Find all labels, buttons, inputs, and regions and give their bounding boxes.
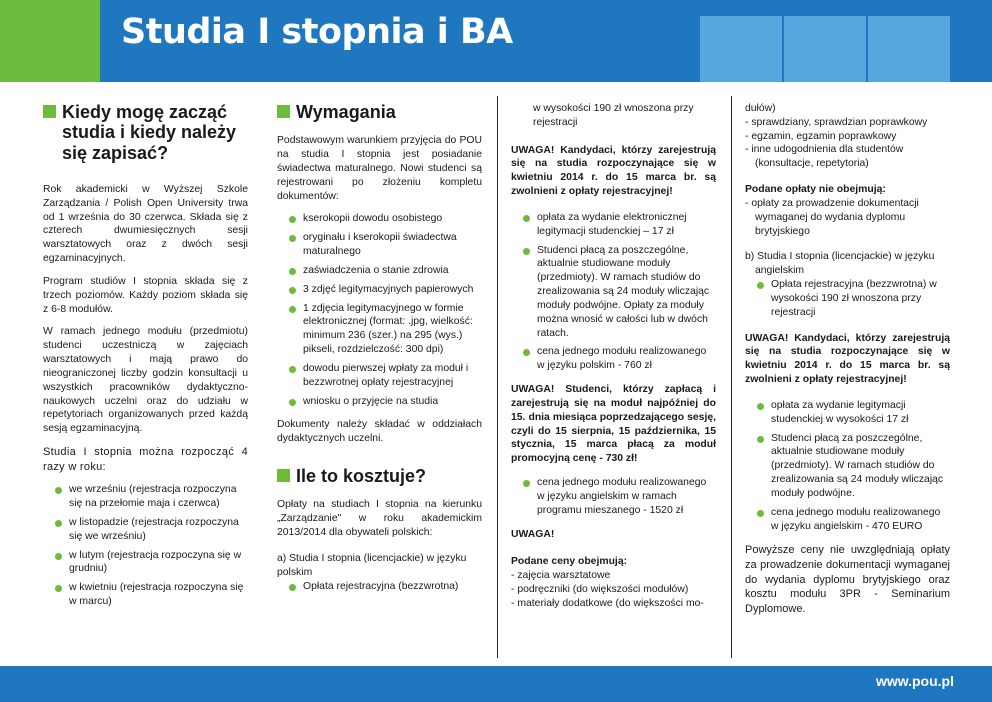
list-item: wniosku o przyjęcie na studia [277, 395, 482, 409]
bullet-icon [523, 215, 530, 222]
bullet-icon [757, 282, 764, 289]
paragraph: b) Studia I stopnia (licencjackie) w języku angielskim [745, 251, 935, 277]
paragraph: Rok akademicki w Wyższej Szkole Zarządzania / Polish Open University trwa od 1 września do 30 czerwca. Składa się z czterech dwumiesięcznych sesji warsztatowych oraz z dwóch sesji egzaminacyjnych. [43, 183, 248, 265]
list-item: cena jednego modułu realizowanego w języku polskim - 760 zł [511, 345, 716, 373]
green-square-icon [277, 469, 290, 482]
bullet-icon [55, 520, 62, 527]
list-item: Opłata rejestracyjna (bezzwrotna) [277, 580, 482, 594]
column-costs-polish [511, 102, 716, 611]
list-item: 1 zdjęcia legitymacyjnego w formie elektronicznej (format: .jpg, wielkość: minimum 236 (szer.) na 295 (wys.) pikseli, rozdzielczość: 300 dpi) [277, 302, 482, 357]
includes-item: - podręczniki (do większości modułów) [511, 584, 689, 596]
fees-list [511, 211, 716, 373]
bullet-icon [523, 248, 530, 255]
column-divider [497, 96, 498, 658]
warning-text: UWAGA! [511, 528, 555, 540]
bullet-icon [289, 216, 296, 223]
includes-item: - zajęcia warsztatowe [511, 570, 611, 582]
bullet-icon [289, 268, 296, 275]
excludes-item: - opłaty za prowadzenie dokumentacji wymaganej do wydania dyplomu brytyjskiego [745, 197, 919, 237]
website-link[interactable]: www.pou.pl [875, 673, 954, 689]
page-title: Studia I stopnia i BA [121, 12, 513, 52]
bullet-icon [523, 349, 530, 356]
includes-item: - egzamin, egzamin poprawkowy [745, 130, 897, 142]
bullet-icon [289, 306, 296, 313]
bullet-icon [289, 584, 296, 591]
documents-list [277, 212, 482, 408]
start-dates-list [43, 483, 248, 609]
list-item: cena jednego modułu realizowanego w języku angielskim w ramach programu mieszanego - 1520 zł [511, 476, 716, 517]
paragraph: Powyższe ceny nie uwzględniają opłaty za prowadzenie dokumentacji wymaganej do wydania dyplomu brytyjskiego oraz kosztu modułu 3PR - Seminarium Dyplomowe. [745, 544, 950, 615]
bullet-icon [523, 480, 530, 487]
list-item: kserokopii dowodu osobistego [277, 212, 482, 226]
includes-item: dułów) [745, 103, 776, 114]
includes-item: - materiały dodatkowe (do większości mo- [511, 597, 704, 609]
list-item: opłata za wydanie elektronicznej legitymacji studenckiej – 17 zł [511, 211, 716, 239]
header-decor-square [700, 16, 782, 82]
list-item: Opłata rejestracyjna (bezzwrotna) w wysokości 190 zł wnoszona przy rejestracji [745, 278, 950, 319]
bullet-icon [55, 487, 62, 494]
column-requirements [277, 102, 482, 603]
fees-list [745, 399, 950, 533]
fees-list [511, 476, 716, 517]
fee-list [745, 278, 950, 319]
warning-text: UWAGA! Kandydaci, którzy zarejestrują się na studia rozpoczynające się w kwietniu 2014 r. do 15 marca br. są zwolnieni z opłaty rejestracyjnej! [511, 144, 716, 198]
includes-item: - inne udogodnienia dla studentów (konsultacje, repetytoria) [745, 144, 904, 170]
includes-item: - sprawdziany, sprawdzian poprawkowy [745, 116, 928, 128]
section-heading-requirements: Wymagania [277, 102, 482, 122]
paragraph: W ramach jednego modułu (przedmiotu) studenci uczestniczą w zajęciach warsztatowych i mają prawo do nieograniczonej liczby godzin konsultacji u wszystkich pracowników dydaktyczno-naukowych uczelni oraz do udziału w repetytoriach organizowanych przed każdą sesją egzaminacyjną. [43, 326, 248, 435]
bullet-icon [289, 235, 296, 242]
column-costs-english [745, 102, 950, 625]
list-item: cena jednego modułu realizowanego w języku angielskim - 470 EURO [745, 506, 950, 534]
list-item: zaświadczenia o stanie zdrowia [277, 264, 482, 278]
footer-bar [0, 666, 992, 702]
bullet-icon [757, 436, 764, 443]
paragraph: Podstawowym warunkiem przyjęcia do POU na studia I stopnia jest posiadanie świadectwa maturalnego. Nowi studenci są rejestrowani po złożeniu kompletu dokumentów: [277, 135, 482, 202]
bullet-icon [55, 585, 62, 592]
column-divider [731, 96, 732, 658]
list-item: opłata za wydanie legitymacji studenckiej w wysokości 17 zł [745, 399, 950, 427]
green-square-icon [43, 105, 56, 118]
column-when [43, 102, 248, 619]
warning-text: UWAGA! Kandydaci, którzy zarejestrują się na studia rozpoczynające się w kwietniu 2014 r. do 15 marca br. są zwolnieni z opłaty rejestracyjnej! [745, 332, 950, 386]
bullet-icon [289, 287, 296, 294]
paragraph: Opłaty na studiach I stopnia na kierunku „Zarządzanie" w roku akademickim 2013/2014 dla obywateli polskich: [277, 499, 482, 539]
bullet-icon [289, 399, 296, 406]
paragraph: a) Studia I stopnia (licencjackie) w języku polskim [277, 552, 467, 578]
header-accent [0, 0, 100, 82]
warning-text: UWAGA! Studenci, którzy zapłacą i zarejestrują się na moduł najpóźniej do 15. dnia miesiąca poprzedzającego sesję, czyli do 15 sierpnia, 15 października, 15 stycznia, 15 marca płacą za moduł promocyjną cenę - 730 zł! [511, 384, 716, 465]
list-item: dowodu pierwszej wpłaty za moduł i bezzwrotnej opłaty rejestracyjnej [277, 362, 482, 390]
bullet-icon [289, 366, 296, 373]
bullet-icon [55, 553, 62, 560]
bullet-icon [757, 403, 764, 410]
list-item: w lutym (rejestracja rozpoczyna się w grudniu) [43, 549, 248, 577]
paragraph: Program studiów I stopnia składa się z trzech poziomów. Każdy poziom składa się z 6-8 modułów. [43, 275, 248, 315]
fee-list [277, 580, 482, 594]
list-item: oryginału i kserokopii świadectwa maturalnego [277, 231, 482, 259]
list-item: Studenci płacą za poszczególne, aktualnie studiowane moduły (przedmioty). W ramach studiów do zrealizowania są 24 moduły wliczając moduły podwójne. Opłaty za moduły można wnosić w całości lub w dwóch ratach. [511, 244, 716, 341]
list-item: 3 zdjęć legitymacyjnych papierowych [277, 283, 482, 297]
header-decor-square [784, 16, 866, 82]
excludes-heading: Podane opłaty nie obejmują: [745, 184, 886, 196]
bullet-icon [757, 510, 764, 517]
header-decor-square [868, 16, 950, 82]
paragraph: w wysokości 190 zł wnoszona przy rejestracji [533, 103, 694, 128]
list-item: w listopadzie (rejestracja rozpoczyna się we wrześniu) [43, 516, 248, 544]
includes-heading: Podane ceny obejmują: [511, 556, 628, 568]
list-item: we wrześniu (rejestracja rozpoczyna się na przełomie maja i czerwca) [43, 483, 248, 511]
list-item: w kwietniu (rejestracja rozpoczyna się w marcu) [43, 581, 248, 609]
list-item: Studenci płacą za poszczególne, aktualnie studiowane moduły (przedmioty). W ramach studiów do zrealizowania są 24 moduły wliczając moduły podwójne. [745, 432, 950, 501]
header-bar [0, 0, 992, 82]
green-square-icon [277, 105, 290, 118]
section-heading-costs: Ile to kosztuje? [277, 466, 482, 486]
section-heading-when: Kiedy mogę zacząć studia i kiedy należy się zapisać? [43, 102, 248, 163]
paragraph: Studia I stopnia można rozpocząć 4 razy w roku: [43, 446, 248, 473]
paragraph: Dokumenty należy składać w oddziałach dydaktycznych uczelni. [277, 419, 482, 445]
